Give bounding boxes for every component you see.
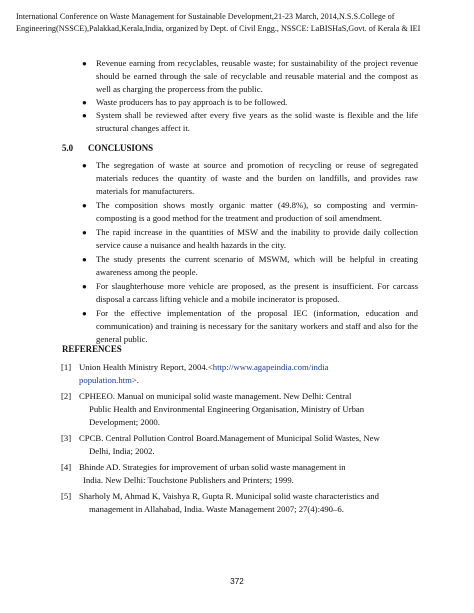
bullet-icon: ● — [82, 98, 87, 107]
references-heading — [62, 343, 418, 356]
bullet-icon: ● — [82, 59, 87, 68]
page-number: 372 — [230, 577, 244, 586]
reference-item: [2] CPHEEO. Manual on municipal solid waste management. New Delhi: Central Public Health and Environmental Engineering Organisation, Ministry of Urban Development; 2000. — [61, 391, 365, 427]
bullet-icon: ● — [82, 309, 87, 318]
list-item: ● System shall be reviewed after every five years as the solid waste is flexible and the life structural changes affect it. — [82, 110, 418, 133]
header-line-2: Engineering(NSSCE),Palakkad,Kerala,India, organized by Dept. of Civil Engg., NSSCE: LaBISHaS,Govt. of Kerala & IEI — [16, 23, 421, 33]
reference-number: [2] — [61, 391, 72, 401]
references-list — [63, 361, 426, 519]
bullet-icon: ● — [82, 282, 87, 291]
reference-number: [5] — [61, 491, 72, 501]
list-item: ● Revenue earning from recyclables, reusable waste; for sustainability of the project revenue should be earned through the sale of recyclable and reusable material and the compost as well as charging the propercess from the public. — [82, 58, 418, 94]
reference-number: [4] — [61, 462, 72, 472]
section-title: CONCLUSIONS — [88, 143, 154, 153]
conclusions-bullets — [74, 159, 418, 346]
bullet-icon: ● — [82, 111, 87, 120]
list-item: ● The study presents the current scenario of MSWM, which will be helpful in creating awareness among the people. — [82, 254, 418, 277]
conclusions-heading — [62, 142, 418, 155]
reference-number: [1] — [61, 362, 72, 372]
header-line-1: International Conference on Waste Management for Sustainable Development,21-23 March, 2014,N.S.S.College of — [16, 12, 395, 21]
recommendation-bullets — [74, 57, 418, 135]
list-item: ● The composition shows mostly organic matter (49.8%), so composting and vermin-composting is a good method for the treatment and production of soil amendment. — [82, 200, 418, 223]
running-header — [16, 11, 458, 34]
list-item: ● For the effective implementation of the proposal IEC (information, education and communication) and training is necessary for the sanitary workers and staff and also for the general public. — [82, 308, 418, 344]
reference-item: [4] Bhinde AD. Strategies for improvement of urban solid waste management in India. New Delhi: Touchstone Publishers and Printers; 1999. — [61, 462, 346, 485]
bullet-icon: ● — [82, 228, 87, 237]
bullet-icon: ● — [82, 255, 87, 264]
list-item: ● The rapid increase in the quantities of MSW and the inability to provide daily collection service cause a nuisance and health hazards in the city. — [82, 227, 418, 250]
reference-link-cont[interactable]: population.htm — [79, 375, 132, 385]
reference-item: [3] CPCB. Central Pollution Control Board.Management of Municipal Solid Wastes, New Delhi, India; 2002. — [61, 433, 380, 456]
bullet-icon: ● — [82, 161, 87, 170]
list-item: ● For slaughterhouse more vehicle are proposed, as the present is insufficient. For carcass disposal a carcass lifting vehicle and a mobile incinerator is proposed. — [82, 281, 418, 304]
list-item: ● The segregation of waste at source and promotion of recycling or reuse of segregated materials reduces the quantity of waste and the burden on landfills, and provides raw materials for manufacturers. — [82, 160, 418, 196]
section-number: 5.0 — [62, 143, 74, 153]
references-title: REFERENCES — [62, 344, 122, 354]
list-item: ● Waste producers has to pay approach is to be followed. — [82, 97, 288, 107]
reference-item: [1] Union Health Ministry Report, 2004.<http://www.agapeindia.com/india population.htm>. — [61, 362, 329, 385]
reference-item: [5] Sharholy M, Ahmad K, Vaishya R, Gupta R. Municipal solid waste characteristics and management in Allahabad, India. Waste Management 2007; 27(4):490–6. — [61, 491, 379, 514]
reference-link[interactable]: http://www.agapeindia.com/india — [212, 362, 329, 372]
bullet-icon: ● — [82, 201, 87, 210]
reference-number: [3] — [61, 433, 72, 443]
